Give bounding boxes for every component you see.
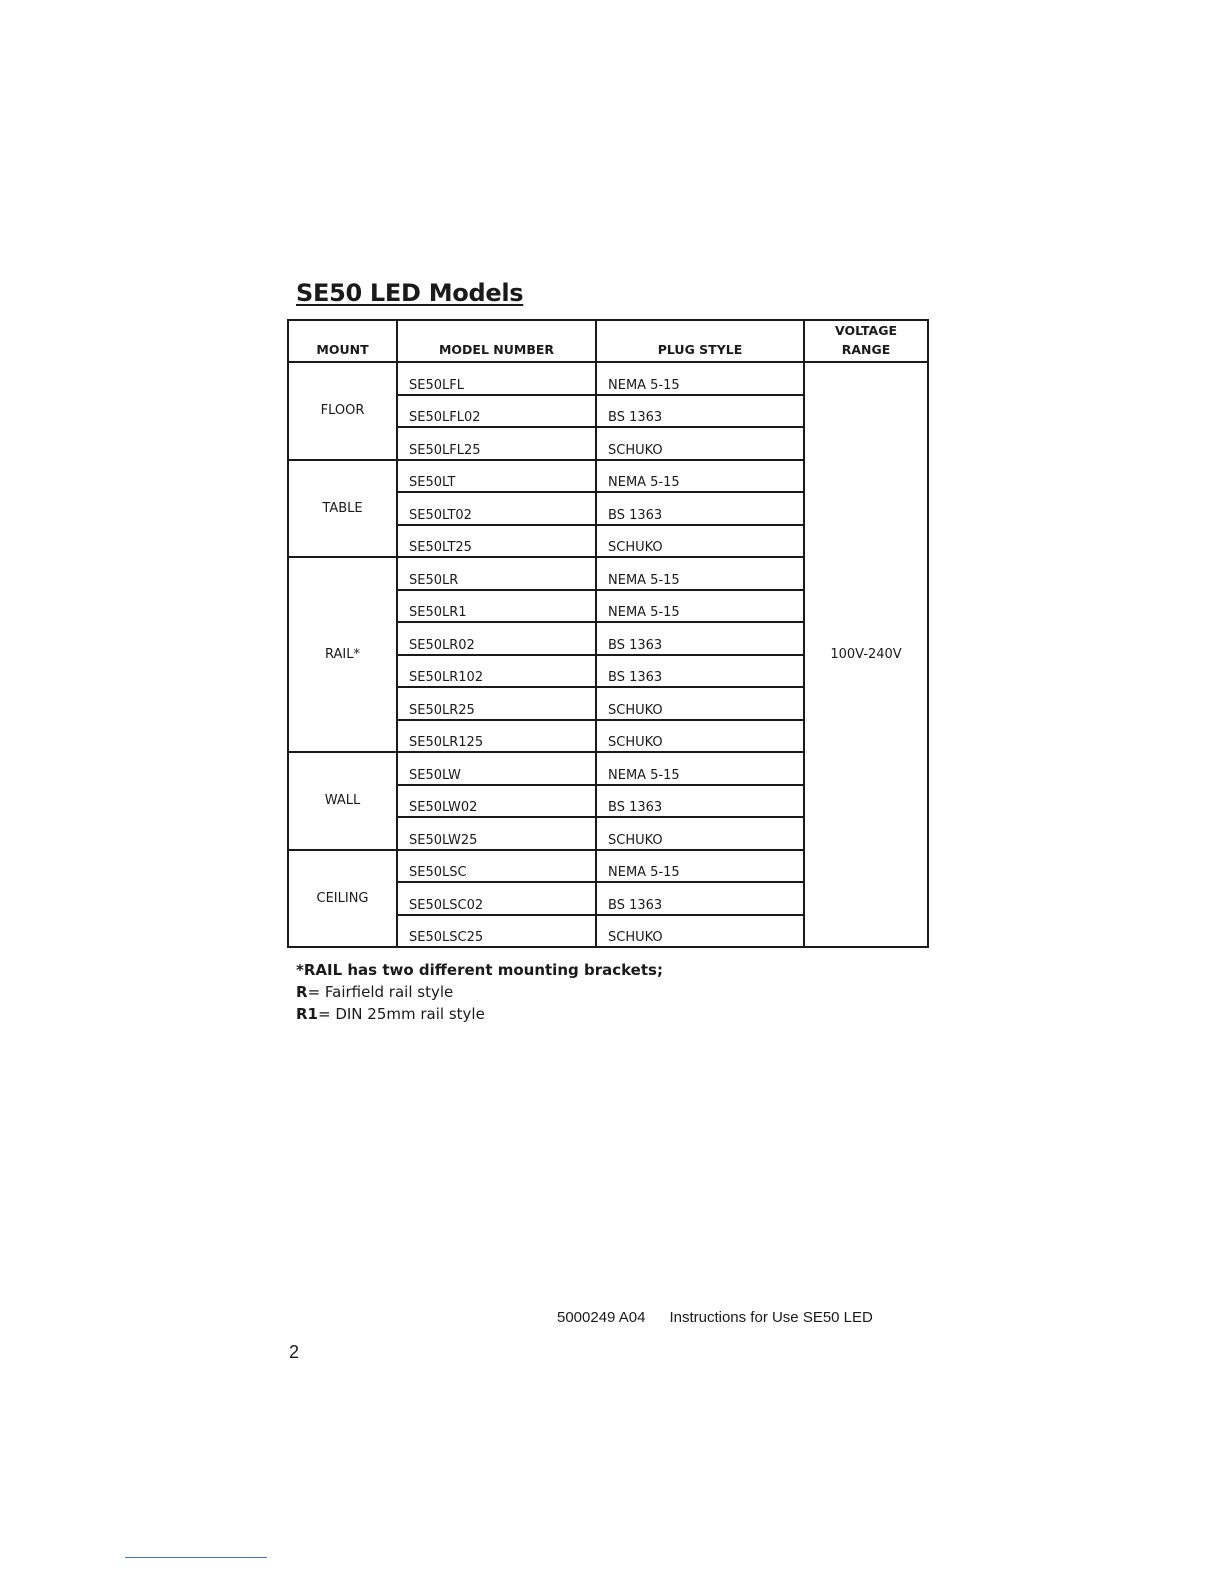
model-number-cell: SE50LT — [397, 460, 596, 493]
voltage-range-cell: 100V-240V — [804, 362, 928, 947]
model-number-cell: SE50LT25 — [397, 525, 596, 558]
note-r-line: R= Fairfield rail style — [296, 983, 454, 1001]
header-voltage-range: VOLTAGE RANGE — [804, 320, 928, 362]
plug-style-cell: NEMA 5-15 — [596, 850, 804, 883]
model-number-cell: SE50LR25 — [397, 687, 596, 720]
model-number-cell: SE50LR — [397, 557, 596, 590]
model-number-cell: SE50LFL02 — [397, 395, 596, 428]
page-number: 2 — [289, 1342, 300, 1362]
model-number-cell: SE50LSC — [397, 850, 596, 883]
model-number-cell: SE50LFL25 — [397, 427, 596, 460]
page-footer — [557, 1309, 873, 1326]
plug-style-cell: BS 1363 — [596, 882, 804, 915]
plug-style-cell: BS 1363 — [596, 395, 804, 428]
scan-edge-line — [125, 1557, 267, 1558]
model-number-cell: SE50LR102 — [397, 655, 596, 688]
model-number-cell: SE50LT02 — [397, 492, 596, 525]
note-r1-line: R1= DIN 25mm rail style — [296, 1005, 485, 1023]
document-number: 5000249 A04 — [557, 1309, 646, 1326]
model-number-cell: SE50LSC25 — [397, 915, 596, 948]
rail-note — [296, 959, 663, 1025]
model-number-cell: SE50LR125 — [397, 720, 596, 753]
header-mount: MOUNT — [288, 320, 397, 362]
mount-cell: RAIL* — [288, 557, 397, 752]
plug-style-cell: NEMA 5-15 — [596, 362, 804, 395]
table-header-row — [288, 320, 928, 362]
model-number-cell: SE50LR02 — [397, 622, 596, 655]
models-table-body — [288, 362, 928, 947]
plug-style-cell: SCHUKO — [596, 720, 804, 753]
mount-cell: FLOOR — [288, 362, 397, 460]
mount-cell: TABLE — [288, 460, 397, 558]
plug-style-cell: BS 1363 — [596, 785, 804, 818]
mount-cell: WALL — [288, 752, 397, 850]
document-title: Instructions for Use SE50 LED — [669, 1309, 873, 1326]
mount-cell: CEILING — [288, 850, 397, 948]
plug-style-cell: SCHUKO — [596, 687, 804, 720]
model-number-cell: SE50LW25 — [397, 817, 596, 850]
model-number-cell: SE50LW02 — [397, 785, 596, 818]
header-model-number: MODEL NUMBER — [397, 320, 596, 362]
plug-style-cell: SCHUKO — [596, 915, 804, 948]
model-number-cell: SE50LFL — [397, 362, 596, 395]
plug-style-cell: NEMA 5-15 — [596, 460, 804, 493]
models-table — [287, 319, 929, 948]
plug-style-cell: BS 1363 — [596, 655, 804, 688]
page-title: SE50 LED Models — [296, 279, 524, 307]
plug-style-cell: BS 1363 — [596, 622, 804, 655]
plug-style-cell: NEMA 5-15 — [596, 752, 804, 785]
model-number-cell: SE50LR1 — [397, 590, 596, 623]
plug-style-cell: BS 1363 — [596, 492, 804, 525]
plug-style-cell: SCHUKO — [596, 817, 804, 850]
note-heading: *RAIL has two different mounting brackets; — [296, 961, 663, 979]
model-number-cell: SE50LSC02 — [397, 882, 596, 915]
plug-style-cell: SCHUKO — [596, 525, 804, 558]
header-plug-style: PLUG STYLE — [596, 320, 804, 362]
model-number-cell: SE50LW — [397, 752, 596, 785]
table-row — [288, 362, 928, 395]
plug-style-cell: NEMA 5-15 — [596, 590, 804, 623]
plug-style-cell: NEMA 5-15 — [596, 557, 804, 590]
plug-style-cell: SCHUKO — [596, 427, 804, 460]
